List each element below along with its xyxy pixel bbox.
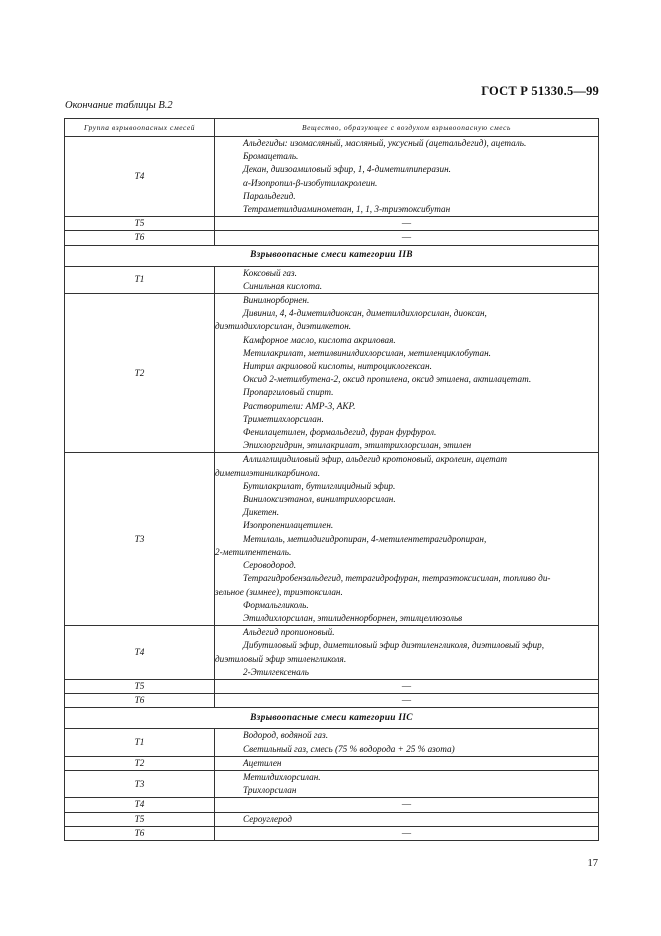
substance-line: α-Изопропил-β-изобутилакролеин. bbox=[243, 177, 378, 188]
substance-cell bbox=[215, 756, 599, 770]
empty-dash: — bbox=[401, 827, 412, 838]
temperature-group-cell: T2 bbox=[65, 294, 215, 453]
substance-line: Метилакрилат, метилвинилдихлорсилан, метиленциклобутан. bbox=[243, 347, 491, 358]
substance-line: Фенилацетилен, формальдегид, фуран фурфурол. bbox=[243, 427, 437, 438]
substance-line: Альдегиды: изомасляный, масляный, уксусный (ацетальдегид), ацеталь. bbox=[243, 138, 527, 148]
substance-line: Триметилхлорсилан. bbox=[243, 413, 324, 424]
substance-line: Метилдихлорсилан. bbox=[243, 771, 321, 782]
substance-line: 2-метилпентеналь. bbox=[215, 546, 292, 557]
substance-cell bbox=[215, 231, 599, 245]
empty-dash: — bbox=[401, 680, 412, 691]
temperature-group-cell: T2 bbox=[65, 756, 215, 770]
substance-line: Формальгликоль. bbox=[243, 599, 309, 610]
category-title: Взрывоопасные смеси категории IIC bbox=[250, 712, 413, 723]
temperature-group-cell: T6 bbox=[65, 231, 215, 245]
temperature-group-cell: T1 bbox=[65, 266, 215, 293]
table-row bbox=[65, 217, 599, 231]
substance-line: зельное (зимнее), триэтоксилан. bbox=[215, 586, 343, 597]
substance-line: Оксид 2-метилбутена-2, оксид пропилена, оксид этилена, актилацетат. bbox=[243, 374, 532, 385]
temperature-group-cell: T4 bbox=[65, 798, 215, 812]
table-row bbox=[65, 826, 599, 840]
substance-line: Изопропенилацетилен. bbox=[243, 520, 334, 531]
substance-line: Тетраметилдиаминометан, 1, 1, 3-триэтоксибутан bbox=[243, 204, 451, 215]
substance-line: Сероуглерод bbox=[243, 813, 292, 824]
temperature-group-cell: T3 bbox=[65, 770, 215, 797]
substance-line: Нитрил акриловой кислоты, нитроциклогексан. bbox=[243, 361, 432, 372]
table-row bbox=[65, 756, 599, 770]
substance-line: Камфорное масло, кислота акриловая. bbox=[243, 334, 396, 345]
substance-line: Аллилглицидиловый эфир, альдегид кротоновый, акролеин, ацетат bbox=[243, 454, 508, 465]
column-header-group: Группа взрывоопасных смесей bbox=[65, 119, 215, 137]
substance-cell bbox=[215, 679, 599, 693]
substance-cell bbox=[215, 694, 599, 708]
table-row bbox=[65, 679, 599, 693]
substance-line: Светильный газ, смесь (75 % водорода + 25 % азота) bbox=[243, 743, 455, 754]
table-row bbox=[65, 266, 599, 293]
empty-dash: — bbox=[401, 232, 412, 243]
substance-cell bbox=[215, 729, 599, 756]
table-caption: Окончание таблицы В.2 bbox=[65, 100, 173, 111]
substance-cell bbox=[215, 453, 599, 626]
substance-line: Трихлорсилан bbox=[243, 785, 297, 796]
temperature-group-cell: T6 bbox=[65, 826, 215, 840]
category-title: Взрывоопасные смеси категории IIB bbox=[250, 250, 413, 261]
table-row bbox=[65, 694, 599, 708]
temperature-group-cell: T5 bbox=[65, 812, 215, 826]
substance-cell bbox=[215, 798, 599, 812]
table-row bbox=[65, 453, 599, 626]
substance-cell bbox=[215, 826, 599, 840]
category-row bbox=[65, 245, 599, 266]
table-row bbox=[65, 626, 599, 680]
substances-table bbox=[64, 118, 599, 841]
column-header-substance: Вещество, образующее с воздухом взрывоопасную смесь bbox=[215, 119, 599, 137]
page-number: 17 bbox=[587, 858, 598, 869]
substance-line: Метилаль, метилдигидропиран, 4-метилентетрагидропиран, bbox=[243, 533, 487, 544]
substance-line: Альдегид пропионовый. bbox=[243, 627, 335, 638]
temperature-group-cell: T6 bbox=[65, 694, 215, 708]
substance-line: Декан, диизоамиловый эфир, 1, 4-диметилпиперазин. bbox=[243, 164, 451, 175]
table-row bbox=[65, 137, 599, 217]
substance-cell bbox=[215, 294, 599, 453]
table-header-row bbox=[65, 119, 599, 137]
substance-line: 2-Этилгексеналь bbox=[243, 666, 309, 677]
substance-line: Ацетилен bbox=[243, 757, 282, 768]
temperature-group-cell: T3 bbox=[65, 453, 215, 626]
substance-line: Дибутиловый эфир, диметиловый эфир диэтиленгликоля, диэтиловый эфир, bbox=[243, 640, 544, 651]
substance-line: диметилэтинилкарбинола. bbox=[215, 467, 321, 478]
substance-line: Винилоксиэтанол, винилтрихлорсилан. bbox=[243, 494, 396, 505]
table-row bbox=[65, 798, 599, 812]
table-row bbox=[65, 812, 599, 826]
empty-dash: — bbox=[401, 799, 412, 810]
substance-cell bbox=[215, 812, 599, 826]
substance-line: Винилнорборнен. bbox=[243, 295, 310, 306]
substance-line: Бромацеталь. bbox=[243, 151, 299, 162]
table-row bbox=[65, 294, 599, 453]
empty-dash: — bbox=[401, 695, 412, 706]
substance-line: Этилдихлорсилан, этилиденнорборнен, этилцеллюзольв bbox=[243, 612, 463, 623]
substance-cell bbox=[215, 770, 599, 797]
substance-line: Бутилакрилат, бутилглицидный эфир. bbox=[243, 480, 396, 491]
substance-line: диэтиловый эфир этиленгликоля. bbox=[215, 653, 347, 664]
substance-line: Коксовый газ. bbox=[243, 267, 297, 278]
substance-cell bbox=[215, 266, 599, 293]
substance-cell bbox=[215, 137, 599, 217]
temperature-group-cell: T4 bbox=[65, 626, 215, 680]
substance-line: Пропаргиловый спирт. bbox=[243, 387, 334, 398]
substance-cell bbox=[215, 217, 599, 231]
substance-line: Паральдегид. bbox=[243, 190, 296, 201]
substance-line: Дивинил, 4, 4-диметилдиоксан, диметилдихлорсилан, диоксан, bbox=[243, 308, 487, 319]
substance-line: Тетрагидробензальдегид, тетрагидрофуран, тетраэтоксисилан, топливо ди- bbox=[243, 573, 551, 584]
empty-dash: — bbox=[401, 218, 412, 229]
table-row bbox=[65, 770, 599, 797]
category-row bbox=[65, 708, 599, 729]
substance-cell bbox=[215, 626, 599, 680]
temperature-group-cell: T5 bbox=[65, 217, 215, 231]
substance-line: Эпихлоргидрин, этилакрилат, этилтрихлорсилан, этилен bbox=[243, 440, 472, 451]
substance-line: Водород, водяной газ. bbox=[243, 730, 328, 741]
temperature-group-cell: T5 bbox=[65, 679, 215, 693]
substance-line: Дикетен. bbox=[243, 507, 280, 518]
substance-line: диэтилдихлорсилан, диэтилкетон. bbox=[215, 321, 352, 332]
table-row bbox=[65, 729, 599, 756]
substance-line: Растворители: АМР-3, АКР. bbox=[243, 400, 356, 411]
table-row bbox=[65, 231, 599, 245]
temperature-group-cell: T4 bbox=[65, 137, 215, 217]
substance-line: Синильная кислота. bbox=[243, 280, 323, 291]
substance-line: Сероводород. bbox=[243, 560, 297, 571]
standard-header: ГОСТ Р 51330.5—99 bbox=[481, 84, 599, 98]
temperature-group-cell: T1 bbox=[65, 729, 215, 756]
